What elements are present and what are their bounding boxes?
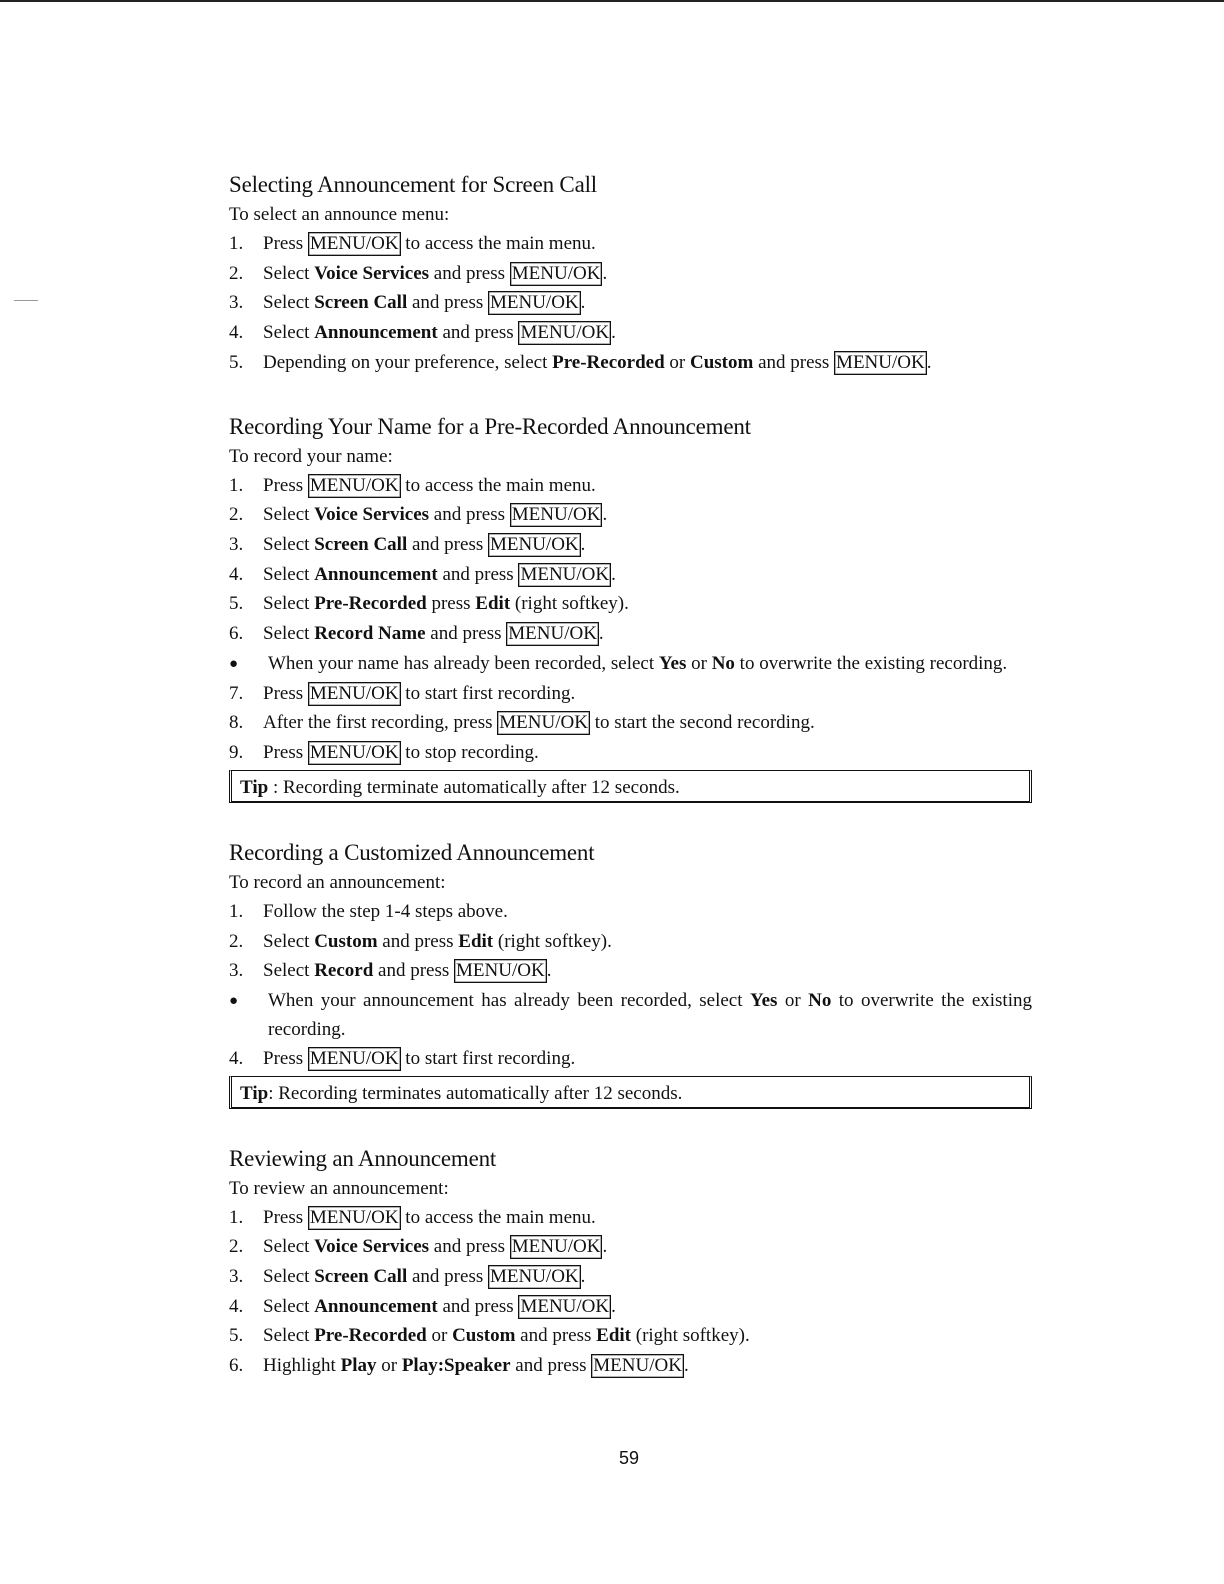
step-3: 3. Select Screen Call and press MENU/OK . xyxy=(229,533,586,555)
section-intro: To record your name: xyxy=(229,445,393,467)
bullet-dot-icon: ● xyxy=(229,992,239,1009)
menu-ok-key: MENU/OK xyxy=(520,563,610,585)
menu-ok-key: MENU/OK xyxy=(520,1295,610,1317)
menu-ok-key: MENU/OK xyxy=(309,742,399,764)
top-rule xyxy=(0,0,1224,2)
menu-ok-key: MENU/OK xyxy=(309,474,399,496)
menu-ok-key: MENU/OK xyxy=(309,682,399,704)
tip-label: Tip xyxy=(240,1082,269,1104)
step-1: 1. Follow the step 1-4 steps above. xyxy=(229,900,508,922)
menu-ok-key: MENU/OK xyxy=(489,292,579,314)
menu-ok-key: MENU/OK xyxy=(511,262,601,284)
step-4: 4. Select Announcement and press MENU/OK . xyxy=(229,322,616,344)
section-intro: To record an announcement: xyxy=(229,871,446,893)
step-1: 1. Press MENU/OK to access the main menu. xyxy=(229,233,596,254)
tip-text: : Recording terminate automatically after 12 seconds. xyxy=(268,776,680,798)
step-6: 6. Highlight Play or Play:Speaker and press MENU/OK . xyxy=(229,1355,689,1377)
section-intro: To select an announce menu: xyxy=(229,204,450,225)
bullet-dot-icon: ● xyxy=(229,655,239,672)
step-2: 2. Select Voice Services and press MENU/OK . xyxy=(229,1236,608,1258)
step-5: 5. Depending on your preference, select Pre-Recorded or Custom and press MENU/OK . xyxy=(229,351,932,373)
step-4: 4. Select Announcement and press MENU/OK . xyxy=(229,563,616,585)
section-customized-announcement xyxy=(229,838,1032,1109)
menu-ok-key: MENU/OK xyxy=(508,623,597,645)
tip-label: Tip xyxy=(240,776,269,798)
step-1: 1. Press MENU/OK to access the main menu. xyxy=(229,1206,596,1228)
menu-ok-key: MENU/OK xyxy=(489,1266,579,1288)
menu-ok-key: MENU/OK xyxy=(511,504,601,526)
tip-box xyxy=(229,1076,1032,1109)
menu-ok-key: MENU/OK xyxy=(489,533,579,555)
step-6: 6. Select Record Name and press MENU/OK . xyxy=(229,623,604,645)
section-reviewing-announcement xyxy=(229,1144,1032,1381)
step-3: 3. Select Record and press MENU/OK . xyxy=(229,960,552,982)
margin-mark xyxy=(14,300,38,301)
step-2: 2. Select Voice Services and press MENU/OK . xyxy=(229,504,608,526)
step-8: 8. After the first recording, press MENU/OK to start the second recording. xyxy=(229,712,815,734)
step-7: 7. Press MENU/OK to start first recording. xyxy=(229,682,576,704)
step-5: 5. Select Pre-Recorded press Edit (right softkey). xyxy=(229,593,629,615)
section-intro: To review an announcement: xyxy=(229,1177,449,1199)
tip-text: : Recording terminates automatically after 12 seconds. xyxy=(268,1082,683,1104)
tip-box xyxy=(229,770,1032,803)
menu-ok-key: MENU/OK xyxy=(520,322,610,344)
section-selecting-announcement xyxy=(229,170,1032,378)
menu-ok-key: MENU/OK xyxy=(499,712,588,734)
page-content xyxy=(229,170,1032,1381)
step-1: 1. Press MENU/OK to access the main menu. xyxy=(229,474,596,496)
bullet-note: ● When your name has already been recorded, select Yes or No to overwrite the existing recording. xyxy=(229,649,1032,679)
section-title: Selecting Announcement for Screen Call xyxy=(229,172,597,197)
menu-ok-key: MENU/OK xyxy=(456,960,545,982)
step-2: 2. Select Custom and press Edit (right softkey). xyxy=(229,930,612,952)
menu-ok-key: MENU/OK xyxy=(309,1206,399,1228)
section-title: Reviewing an Announcement xyxy=(229,1145,497,1171)
menu-ok-key: MENU/OK xyxy=(309,233,399,254)
page-number: 59 xyxy=(618,1448,640,1468)
menu-ok-key: MENU/OK xyxy=(309,1047,399,1069)
menu-ok-key: MENU/OK xyxy=(836,351,925,373)
step-5: 5. Select Pre-Recorded or Custom and press Edit (right softkey). xyxy=(229,1325,750,1347)
section-recording-name xyxy=(229,412,1032,803)
step-4: 4. Select Announcement and press MENU/OK . xyxy=(229,1295,616,1317)
section-title: Recording Your Name for a Pre-Recorded Announcement xyxy=(229,413,751,439)
section-title: Recording a Customized Announcement xyxy=(229,839,595,865)
step-3: 3. Select Screen Call and press MENU/OK . xyxy=(229,292,586,314)
step-9: 9. Press MENU/OK to stop recording. xyxy=(229,742,539,764)
menu-ok-key: MENU/OK xyxy=(593,1355,682,1377)
step-2: 2. Select Voice Services and press MENU/OK . xyxy=(229,262,608,284)
step-4: 4. Press MENU/OK to start first recording. xyxy=(229,1047,576,1069)
menu-ok-key: MENU/OK xyxy=(511,1236,601,1258)
bullet-note: ● When your announcement has already been recorded, select Yes or No to overwrite the existing recording. xyxy=(229,986,1032,1044)
step-3: 3. Select Screen Call and press MENU/OK . xyxy=(229,1266,586,1288)
